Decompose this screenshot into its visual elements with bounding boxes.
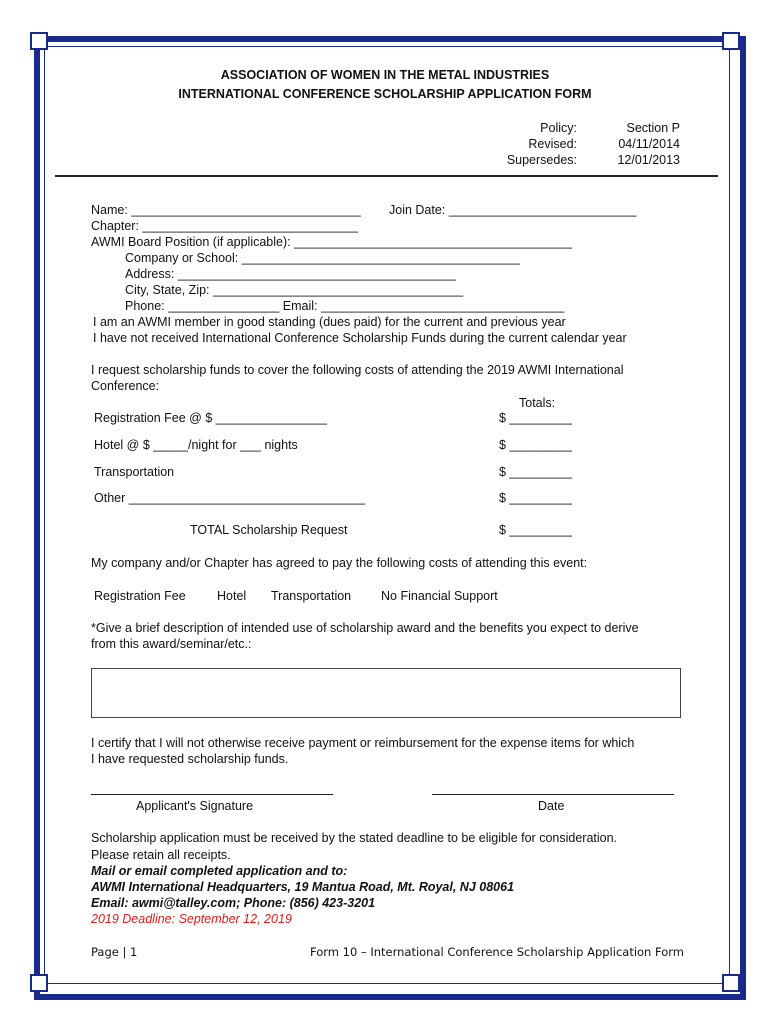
certify-line2: I have requested scholarship funds. xyxy=(91,752,289,766)
corner-ornament xyxy=(30,974,48,992)
total-request-value[interactable]: $ _________ xyxy=(499,523,572,537)
funds-statement[interactable]: I have not received International Conference Scholarship Funds during the current calendar year xyxy=(93,331,627,345)
registration-fee-field[interactable]: Registration Fee @ $ ________________ xyxy=(94,411,328,425)
join-date-field[interactable]: Join Date: ___________________________ xyxy=(389,203,637,217)
certify-line1: I certify that I will not otherwise receive payment or reimbursement for the expense items for which xyxy=(91,736,635,750)
header-rule xyxy=(55,175,718,177)
city-state-zip-field[interactable]: City, State, Zip: ____________________________________ xyxy=(125,283,464,297)
name-field[interactable]: Name: _________________________________ xyxy=(91,203,361,217)
policy-label: Policy: xyxy=(540,121,577,135)
request-intro-line2: Conference: xyxy=(91,379,160,393)
other-total[interactable]: $ _________ xyxy=(499,491,572,505)
corner-ornament xyxy=(722,32,740,50)
signature-line[interactable] xyxy=(91,794,333,795)
corner-ornament xyxy=(30,32,48,50)
option-registration-fee[interactable]: Registration Fee xyxy=(94,589,186,603)
board-position-field[interactable]: AWMI Board Position (if applicable): ________________________________________ xyxy=(91,235,573,249)
transportation-total[interactable]: $ _________ xyxy=(499,465,572,479)
totals-label: Totals: xyxy=(519,396,556,410)
date-label: Date xyxy=(538,799,565,813)
chapter-field[interactable]: Chapter: _______________________________ xyxy=(91,219,358,233)
description-prompt-line1: *Give a brief description of intended use of scholarship award and the benefits you expect to derive xyxy=(91,621,639,635)
hotel-total[interactable]: $ _________ xyxy=(499,438,572,452)
option-hotel[interactable]: Hotel xyxy=(217,589,247,603)
hotel-field[interactable]: Hotel @ $ _____/night for ___ nights xyxy=(94,438,298,452)
revised-label: Revised: xyxy=(528,137,577,151)
deadline-note: Scholarship application must be received by the stated deadline to be eligible for consideration. xyxy=(91,831,618,845)
hq-address: AWMI International Headquarters, 19 Mantua Road, Mt. Royal, NJ 08061 xyxy=(91,880,515,894)
signature-label: Applicant's Signature xyxy=(136,799,254,813)
date-line[interactable] xyxy=(432,794,674,795)
other-field[interactable]: Other __________________________________ xyxy=(94,491,366,505)
policy-value: Section P xyxy=(626,121,680,135)
phone-email-field[interactable]: Phone: ________________ Email: ___________________________________ xyxy=(125,299,565,313)
supersedes-label: Supersedes: xyxy=(506,153,577,167)
total-request-label: TOTAL Scholarship Request xyxy=(190,523,348,537)
company-field[interactable]: Company or School: ________________________________________ xyxy=(125,251,520,265)
deadline-date: 2019 Deadline: September 12, 2019 xyxy=(91,912,292,926)
form-title-line1: ASSOCIATION OF WOMEN IN THE METAL INDUSTRIES xyxy=(220,68,550,82)
revised-value: 04/11/2014 xyxy=(618,137,680,151)
form-title-line2: INTERNATIONAL CONFERENCE SCHOLARSHIP APPLICATION FORM xyxy=(178,87,592,101)
mail-instructions: Mail or email completed application and to: xyxy=(91,864,348,878)
member-statement[interactable]: I am an AWMI member in good standing (dues paid) for the current and previous year xyxy=(93,315,566,329)
request-intro-line1: I request scholarship funds to cover the following costs of attending the 2019 AWMI International xyxy=(91,363,624,377)
corner-ornament xyxy=(722,974,740,992)
page-number: Page | 1 xyxy=(91,945,138,959)
transportation-field: Transportation xyxy=(94,465,175,479)
registration-fee-total[interactable]: $ _________ xyxy=(499,411,572,425)
company-pay-statement: My company and/or Chapter has agreed to pay the following costs of attending this event: xyxy=(91,556,588,570)
supersedes-value: 12/01/2013 xyxy=(617,153,680,167)
description-textbox[interactable] xyxy=(91,668,681,718)
description-prompt-line2: from this award/seminar/etc.: xyxy=(91,637,252,651)
address-field[interactable]: Address: ________________________________________ xyxy=(125,267,456,281)
form-footer-title: Form 10 – International Conference Scholarship Application Form xyxy=(310,945,684,959)
receipts-note: Please retain all receipts. xyxy=(91,848,231,862)
option-no-financial-support[interactable]: No Financial Support xyxy=(381,589,498,603)
option-transportation[interactable]: Transportation xyxy=(271,589,352,603)
hq-contact: Email: awmi@talley.com; Phone: (856) 423-3201 xyxy=(91,896,376,910)
